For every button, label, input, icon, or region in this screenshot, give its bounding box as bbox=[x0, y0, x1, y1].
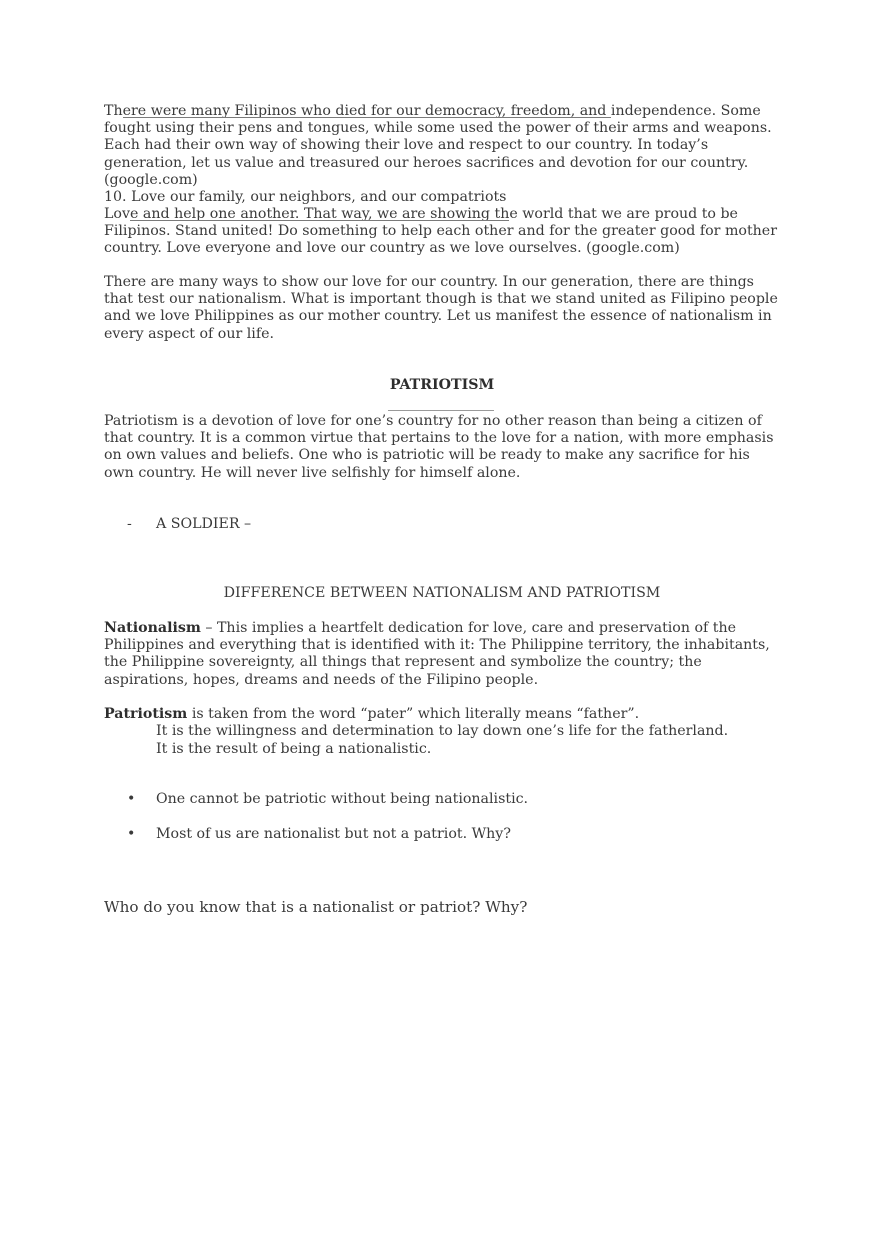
patriotism-line-3: It is the result of being a nationalistic. bbox=[156, 741, 432, 757]
patriotism-heading bbox=[104, 377, 780, 394]
item10-lead: Lov bbox=[104, 206, 130, 222]
para1-rest: independence. Some fought using their pens and tongues, while some used the power of their arms and weapons. Each had their own way of showing their love and respect to our country. In today’s generation, let us value and treasured our heroes sacrifices and devotion for our country. (google.com) bbox=[104, 103, 772, 188]
nationalism-summary-paragraph: There are many ways to show our love for our country. In our generation, there are things that test our nationalism. What is important though is that we stand united as Filipino people and we love Philippines as our mother country. Let us manifest the essence of nationalism in every aspect of our life. bbox=[104, 274, 778, 342]
underlined-text: ere were many Filipinos who died for our democracy, freedom, and bbox=[122, 103, 611, 119]
bullet-icon: • bbox=[127, 791, 136, 807]
closing-question: Who do you know that is a nationalist or patriot? Why? bbox=[104, 898, 528, 916]
para1-lead: Th bbox=[104, 103, 123, 119]
dash-marker: - bbox=[127, 516, 132, 532]
patriotism-definition bbox=[104, 706, 780, 723]
patriotism-term: Patriotism bbox=[104, 706, 188, 722]
bullet-item: One cannot be patriotic without being nationalistic. bbox=[156, 791, 529, 807]
nationalism-term: Nationalism bbox=[104, 620, 201, 636]
nationalism-definition bbox=[104, 620, 780, 689]
underlined-text: e and help one another. That way, we are showing th bbox=[129, 206, 510, 222]
nationalism-definition-text: – This implies a heartfelt dedication for love, care and preservation of the Philippines and everything that is identified with it: The Philippine territory, the inhabitants, the Philippine sovereignty, all things that represent and symbolize the country; the aspirations, hopes, dreams and needs of the Filipino people. bbox=[104, 620, 770, 688]
difference-heading: DIFFERENCE BETWEEN NATIONALISM AND PATRIOTISM bbox=[223, 585, 661, 601]
bullet-icon: • bbox=[127, 826, 136, 842]
heroes-paragraph bbox=[104, 103, 780, 189]
bullet-item: Most of us are nationalist but not a patriot. Why? bbox=[156, 826, 511, 842]
soldier-item: A SOLDIER – bbox=[156, 516, 252, 532]
heading-underline bbox=[388, 410, 494, 411]
patriotism-paragraph: Patriotism is a devotion of love for one’s country for no other reason than being a citizen of that country. It is a common virtue that pertains to the love for a nation, with more emphasis on own values and beliefs. One who is patriotic will be ready to make any sacrifice for his own country. He will never live selfishly for himself alone. bbox=[104, 413, 774, 481]
patriotism-line-2: It is the willingness and determination to lay down one’s life for the fatherland. bbox=[156, 723, 729, 739]
item10-rest: e world that we are proud to be Filipinos. Stand united! Do something to help each other and for the greater good for mother country. Love everyone and love our country as we love ourselves. (google.com) bbox=[104, 206, 777, 257]
patriotism-heading-text: PATRIOTISM bbox=[389, 377, 495, 393]
item-10-title: 10. Love our family, our neighbors, and our compatriots bbox=[104, 189, 507, 205]
item-10-paragraph bbox=[104, 206, 780, 258]
patriotism-definition-text: is taken from the word “pater” which literally means “father”. bbox=[187, 706, 640, 722]
